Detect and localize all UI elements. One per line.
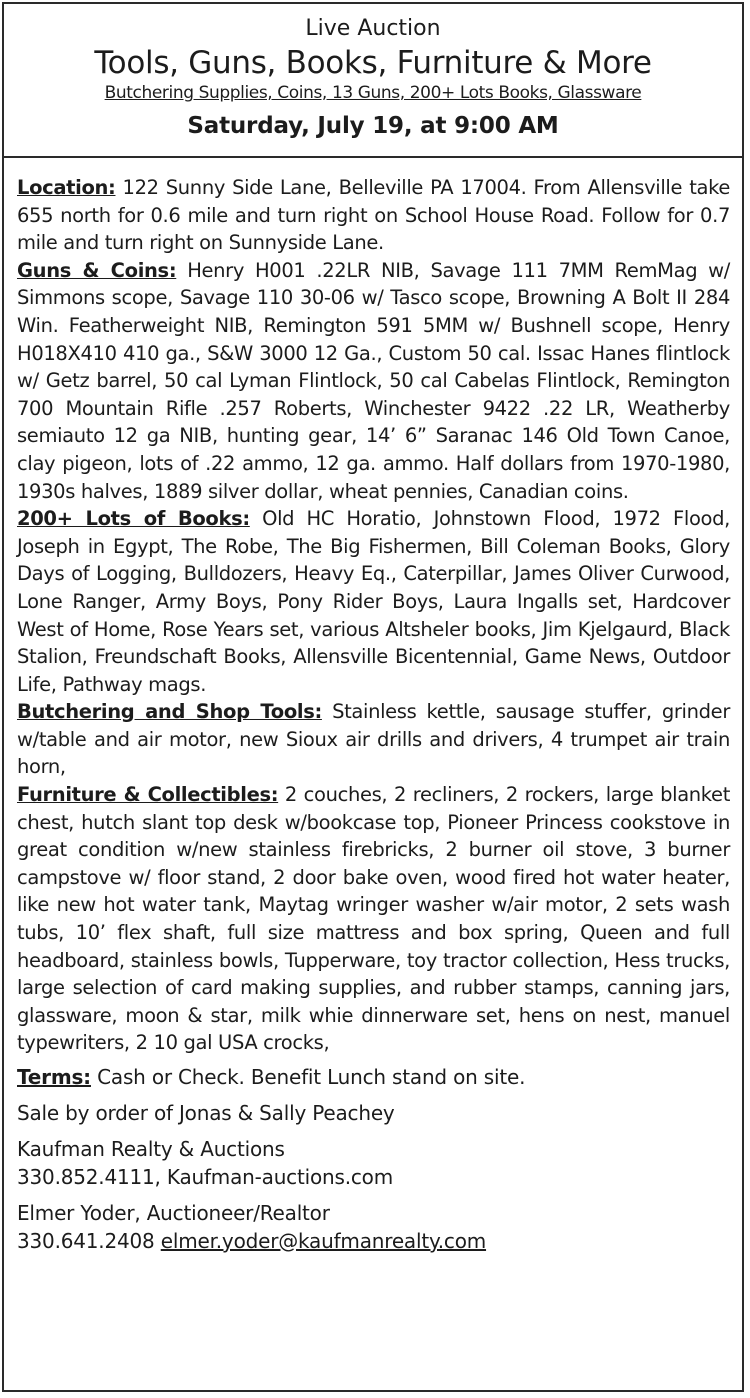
ad-subtitle: Butchering Supplies, Coins, 13 Guns, 200+ Lots Books, Glassware [104, 83, 642, 103]
books-text: Old HC Horatio, Johnstown Flood, 1972 Flood, Joseph in Egypt, The Robe, The Big Fishermen, Bill Coleman Books, Glory Days of Logging, Bulldozers, Heavy Eq., Caterpillar, James Oliver Curwood, Lone Ranger, Army Boys, Pony Rider Boys, Laura Ingalls set, Hardcover West of Home, Rose Years set, various Altsheler books, Jim Kjelgaurd, Black Stalion, Freundschaft Books, Allensville Bicentennial, Game News, Outdoor Life, Pathway mags. [17, 507, 730, 696]
auctioneer-phone: 330.641.2408 [17, 1229, 155, 1253]
location-text: 122 Sunny Side Lane, Belleville PA 17004. From Allensville take 655 north for 0.6 mile and turn right on School House Road. Follow for 0.7 mile and turn right on Sunnyside Lane. [17, 176, 730, 255]
auctioneer-block [17, 1199, 730, 1255]
terms-label: Terms: [17, 1065, 91, 1089]
guns-coins-label: Guns & Coins: [17, 258, 177, 282]
furniture-text: 2 couches, 2 recliners, 2 rockers, large blanket chest, hutch slant top desk w/bookcase top, Pioneer Princess cookstove in great condition w/new stainless firebricks, 2 burner oil stove, 3 burner campstove w/ floor stand, 2 door bake oven, wood fired hot water heater, like new hot water tank, Maytag wringer washer w/air motor, 2 sets wash tubs, 10’ flex shaft, full size mattress and box spring, Queen and full headboard, stainless bowls, Tupperware, toy tractor collection, Hess trucks, large selection of card making supplies, and rubber stamps, canning jars, glassware, moon & star, milk whie dinnerware set, hens on nest, manuel typewriters, 2 10 gal USA crocks, [17, 783, 730, 1055]
furniture-label: Furniture & Collectibles: [17, 783, 279, 807]
tools-section [17, 698, 730, 781]
guns-coins-section [17, 257, 730, 505]
company-contact: 330.852.4111, Kaufman-auctions.com [17, 1165, 393, 1189]
auction-ad [2, 2, 744, 1392]
terms-text: Cash or Check. Benefit Lunch stand on site. [97, 1065, 526, 1089]
ad-header [4, 4, 742, 142]
guns-coins-text: Henry H001 .22LR NIB, Savage 111 7MM RemMag w/ Simmons scope, Savage 110 30-06 w/ Tasco scope, Browning A Bolt II 284 Win. Featherweight NIB, Remington 591 5MM w/ Bushnell scope, Henry H018X410 410 ga., S&W 3000 12 Ga., Custom 50 cal. Issac Hanes flintlock w/ Getz barrel, 50 cal Lyman Flintlock, 50 cal Cabelas Flintlock, Remington 700 Mountain Rifle .257 Roberts, Winchester 9422 .22 LR, Weatherby semiauto 12 ga NIB, hunting gear, 14’ 6” Saranac 146 Old Town Canoe, clay pigeon, lots of .22 ammo, 12 ga. ammo. Half dollars from 1970-1980, 1930s halves, 1889 silver dollar, wheat pennies, Canadian coins. [17, 258, 730, 503]
location-section [17, 174, 730, 257]
tools-text: Stainless kettle, sausage stuffer, grinder w/table and air motor, new Sioux air drills and drivers, 4 trumpet air train horn, [17, 700, 730, 779]
auctioneer-contact [17, 1227, 730, 1255]
auction-type: Live Auction [305, 16, 441, 41]
company-name: Kaufman Realty & Auctions [17, 1137, 285, 1161]
terms-line [17, 1063, 730, 1091]
auctioneer-email-link[interactable]: elmer.yoder@kaufmanrealty.com [160, 1229, 487, 1253]
furniture-section [17, 781, 730, 1057]
company-block [17, 1135, 730, 1191]
auctioneer-name: Elmer Yoder, Auctioneer/Realtor [17, 1201, 330, 1225]
auction-date: Saturday, July 19, at 9:00 AM [187, 113, 559, 139]
location-label: Location: [17, 176, 116, 199]
books-section [17, 505, 730, 698]
ad-body [4, 158, 742, 1255]
ad-title: Tools, Guns, Books, Furniture & More [94, 45, 652, 81]
tools-label: Butchering and Shop Tools: [17, 700, 322, 724]
sale-order: Sale by order of Jonas & Sally Peachey [17, 1101, 395, 1125]
books-label: 200+ Lots of Books: [17, 507, 250, 531]
